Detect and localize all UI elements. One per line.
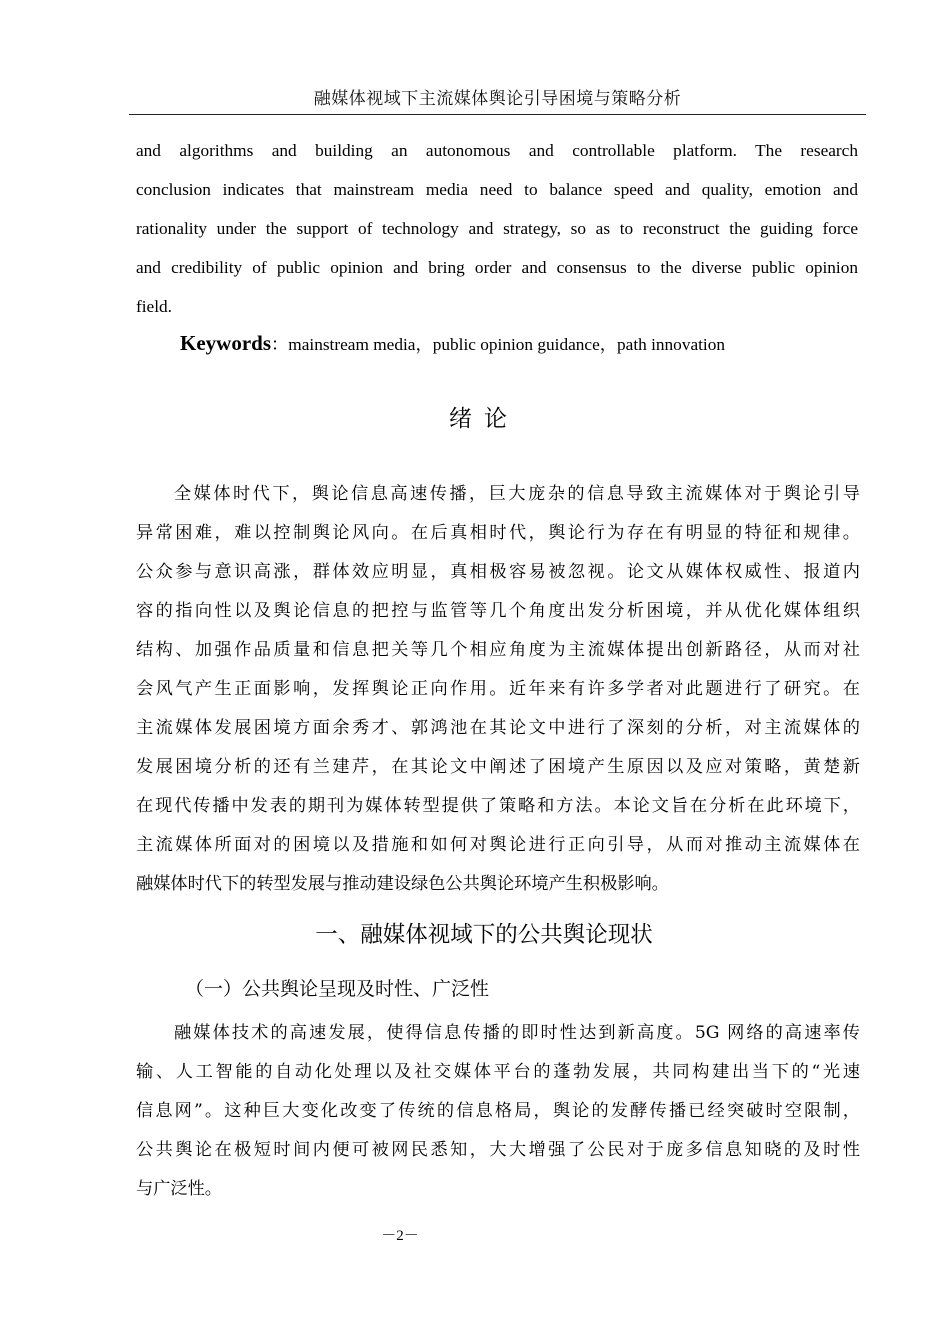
keywords-line xyxy=(180,328,725,360)
introduction-paragraph xyxy=(136,475,860,904)
english-abstract-paragraph xyxy=(136,131,858,326)
header-rule xyxy=(129,114,866,115)
paragraph-line: 容的指向性以及舆论信息的把控与监管等几个角度出发分析困境，并从优化媒体组织 xyxy=(136,601,860,621)
abstract-line: conclusion indicates that mainstream media need to balance speed and quality, emotion and xyxy=(136,180,858,199)
paragraph-line: 公共舆论在极短时间内便可被网民悉知，大大增强了公民对于庞多信息知晓的及时性 xyxy=(136,1140,860,1160)
paragraph-line: 信息网”。这种巨大变化改变了传统的信息格局，舆论的发酵传播已经突破时空限制， xyxy=(136,1101,860,1121)
abstract-line: and credibility of public opinion and bring order and consensus to the diverse public opinion xyxy=(136,258,858,277)
paragraph-line: 在现代传播中发表的期刊为媒体转型提供了策略和方法。本论文旨在分析在此环境下， xyxy=(136,796,860,816)
subsection-heading: （一）公共舆论呈现及时性、广泛性 xyxy=(185,978,490,1000)
section-heading: 一、融媒体视域下的公共舆论现状 xyxy=(315,922,653,948)
paragraph-line: 融媒体技术的高速发展，使得信息传播的即时性达到新高度。5G 网络的高速率传 xyxy=(174,1023,860,1043)
paragraph-line: 输、人工智能的自动化处理以及社交媒体平台的蓬勃发展，共同构建出当下的“光速 xyxy=(136,1062,860,1082)
running-header: 融媒体视域下主流媒体舆论引导困境与策略分析 xyxy=(313,89,682,109)
paragraph-line: 融媒体时代下的转型发展与推动建设绿色公共舆论环境产生积极影响。 xyxy=(136,874,669,894)
paragraph-line: 公众参与意识高涨，群体效应明显，真相极容易被忽视。论文从媒体权威性、报道内 xyxy=(136,562,860,582)
abstract-line: rationality under the support of technology and strategy, so as to reconstruct the guiding force xyxy=(136,219,858,238)
paragraph-line: 主流媒体发展困境方面余秀才、郭鸿池在其论文中进行了深刻的分析，对主流媒体的 xyxy=(136,718,860,738)
abstract-line: field. xyxy=(136,297,172,316)
paragraph-line: 主流媒体所面对的困境以及措施和如何对舆论进行正向引导，从而对推动主流媒体在 xyxy=(136,835,860,855)
paragraph-line: 结构、加强作品质量和信息把关等几个相应角度为主流媒体提出创新路径，从而对社 xyxy=(136,640,860,660)
paragraph-line: 会风气产生正面影响，发挥舆论正向作用。近年来有许多学者对此题进行了研究。在 xyxy=(136,679,860,699)
abstract-line: and algorithms and building an autonomous and controllable platform. The research xyxy=(136,141,858,160)
paragraph-line: 与广泛性。 xyxy=(136,1179,222,1199)
keywords-text: ：mainstream media，public opinion guidance，path innovation xyxy=(271,335,726,354)
subsection-paragraph xyxy=(136,1014,860,1209)
page-number: －2－ xyxy=(381,1228,419,1244)
keywords-label: Keywords xyxy=(180,331,271,355)
introduction-heading: 绪论 xyxy=(449,406,519,432)
paragraph-line: 发展困境分析的还有兰建芹，在其论文中阐述了困境产生原因以及应对策略，黄楚新 xyxy=(136,757,860,777)
paragraph-line: 全媒体时代下，舆论信息高速传播，巨大庞杂的信息导致主流媒体对于舆论引导 xyxy=(174,484,860,504)
paragraph-line: 异常困难，难以控制舆论风向。在后真相时代，舆论行为存在有明显的特征和规律。 xyxy=(136,523,860,543)
